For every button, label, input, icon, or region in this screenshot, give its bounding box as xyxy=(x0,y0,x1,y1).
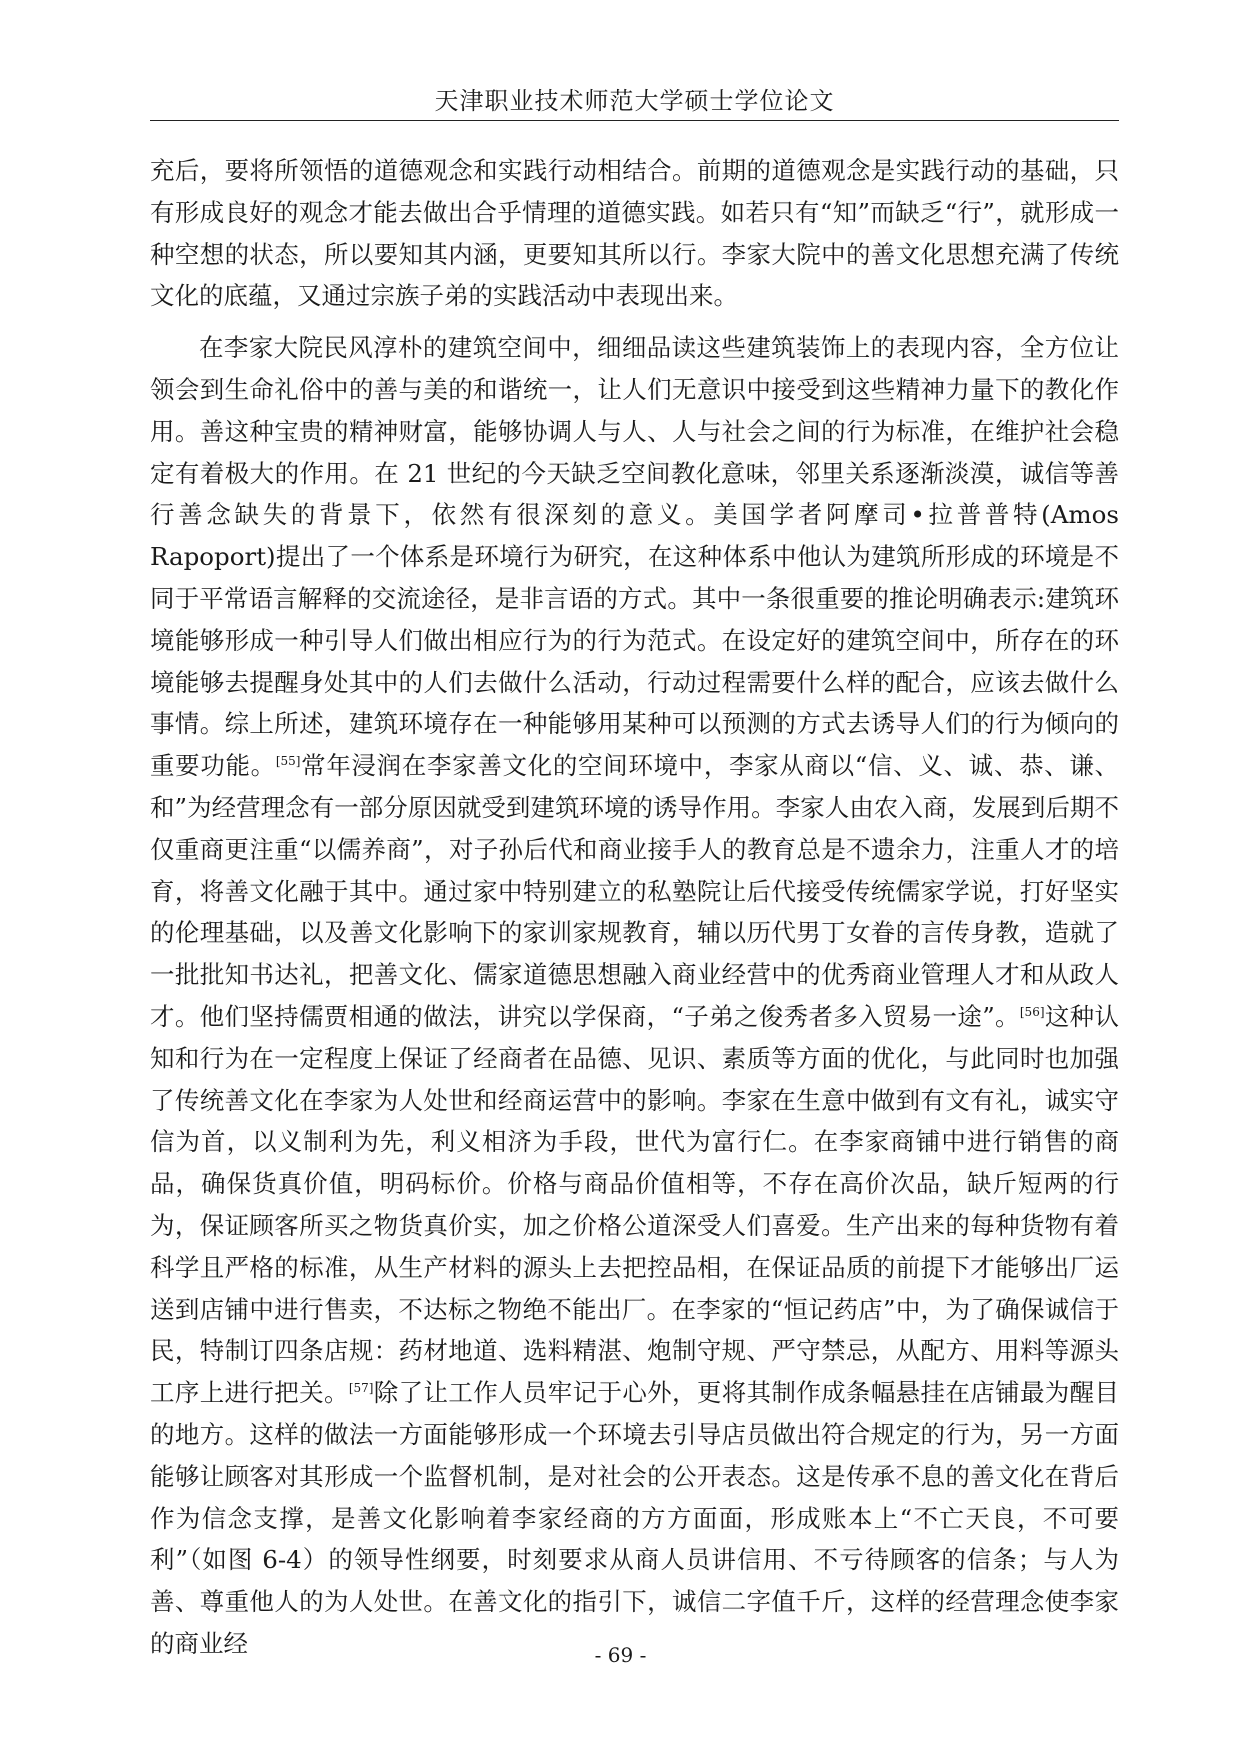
header-rule xyxy=(150,120,1119,121)
paragraph-2-text-b: 常年浸润在李家善文化的空间环境中，李家从商以“信、义、诚、恭、谦、和”为经营理念有一部分原因就受到建筑环境的诱导作用。李家人由农入商，发展到后期不仅重商更注重“以儒养商”，对子孙后代和商业接手人的教育总是不遗余力，注重人才的培育，将善文化融于其中。通过家中特别建立的私塾院让后代接受传统儒家学说，打好坚实的伦理基础，以及善文化影响下的家训家规教育，辅以历代男丁女眷的言传身教，造就了一批批知书达礼，把善文化、儒家道德思想融入商业经营中的优秀商业管理人才和从政人才。他们坚持儒贾相通的做法，讲究以学保商，“子弟之俊秀者多入贸易一途”。 xyxy=(150,751,1120,1031)
running-header: 天津职业技术师范大学硕士学位论文 xyxy=(434,87,835,115)
paragraph-2 xyxy=(150,327,1119,1665)
citation-56: [56] xyxy=(1019,1004,1045,1019)
citation-55: [55] xyxy=(275,754,301,768)
citation-57: [57] xyxy=(348,1380,374,1395)
page-number: - 69 - xyxy=(594,1643,647,1667)
paragraph-2-text-a: 在李家大院民风淳朴的建筑空间中，细细品读这些建筑装饰上的表现内容，全方位让领会到生命礼俗中的善与美的和谐统一，让人们无意识中接受到这些精神力量下的教化作用。善这种宝贵的精神财富，能够协调人与人、人与社会之间的行为标准，在维护社会稳定有着极大的作用。在 21 世纪的今天缺乏空间教化意味，邻里关系逐渐淡漠，诚信等善行善念缺失的背景下，依然有很深刻的意义。美国学者阿摩司•拉普普特(Amos Rapoport)提出了一个体系是环境行为研究，在这种体系中他认为建筑所形成的环境是不同于平常语言解释的交流途径，是非言语的方式。其中一条很重要的推论明确表示:建筑环境能够形成一种引导人们做出相应行为的行为范式。在设定好的建筑空间中，所存在的环境能够去提醒身处其中的人们去做什么活动，行动过程需要什么样的配合，应该去做什么事情。综上所述，建筑环境存在一种能够用某种可以预测的方式去诱导人们的行为倾向的重要功能。 xyxy=(150,333,1119,781)
paragraph-2-text-d: 除了让工作人员牢记于心外，更将其制作成条幅悬挂在店铺最为醒目的地方。这样的做法一方面能够形成一个环境去引导店员做出符合规定的行为，另一方面能够让顾客对其形成一个监督机制，是对社会的公开表态。这是传承不息的善文化在背后作为信念支撑，是善文化影响着李家经商的方方面面，形成账本上“不亡天良，不可要利”（如图 6-4）的领导性纲要，时刻要求从商人员讲信用、不亏待顾客的信条；与人为善、尊重他人的为人处世。在善文化的指引下，诚信二字值千斤，这样的经营理念使李家的商业经 xyxy=(150,1378,1119,1658)
paragraph-1-text: 充后，要将所领悟的道德观念和实践行动相结合。前期的道德观念是实践行动的基础，只有形成良好的观念才能去做出合乎情理的道德实践。如若只有“知”而缺乏“行”，就形成一种空想的状态，所以要知其内涵，更要知其所以行。李家大院中的善文化思想充满了传统文化的底蕴，又通过宗族子弟的实践活动中表现出来。 xyxy=(150,156,1119,311)
paragraph-1 xyxy=(150,150,1119,317)
body-text xyxy=(150,150,1119,1665)
paragraph-2-text-c: 这种认知和行为在一定程度上保证了经商者在品德、见识、素质等方面的优化，与此同时也加强了传统善文化在李家为人处世和经商运营中的影响。李家在生意中做到有文有礼，诚实守信为首，以义制利为先，利义相济为手段，世代为富行仁。在李家商铺中进行销售的商品，确保货真价值，明码标价。价格与商品价值相等，不存在高价次品，缺斤短两的行为，保证顾客所买之物货真价实，加之价格公道深受人们喜爱。生产出来的每种货物有着科学且严格的标准，从生产材料的源头上去把控品相，在保证品质的前提下才能够出厂运送到店铺中进行售卖，不达标之物绝不能出厂。在李家的“恒记药店”中，为了确保诚信于民，特制订四条店规：药材地道、选料精湛、炮制守规、严守禁忌，从配方、用料等源头工序上进行把关。 xyxy=(150,1001,1120,1408)
